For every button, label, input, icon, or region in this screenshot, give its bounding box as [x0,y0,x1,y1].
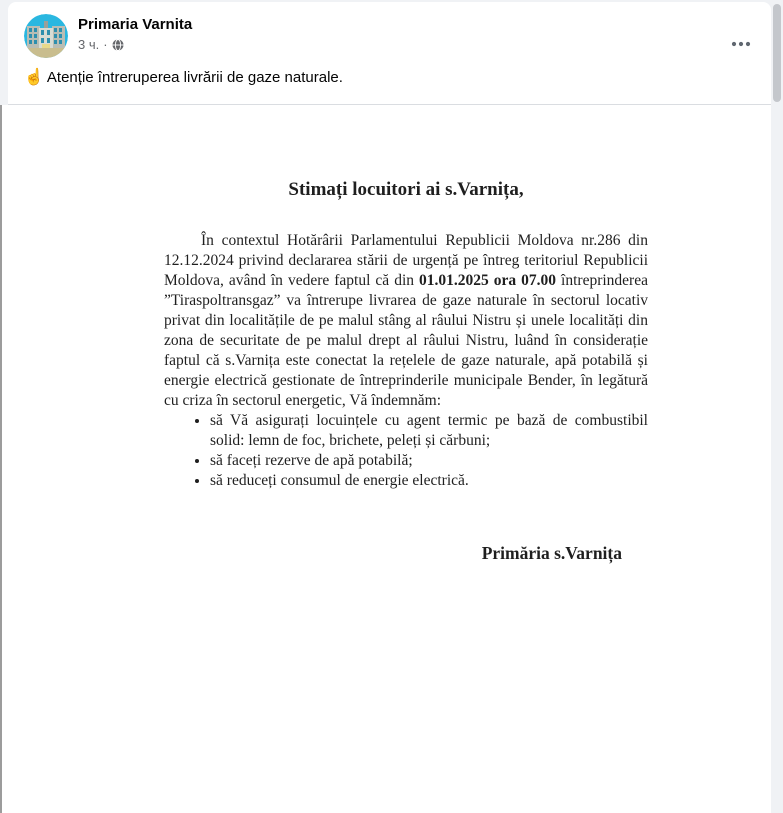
page-name-link[interactable]: Primaria Varnita [78,16,193,33]
bullet-item: • să Vă asigurați locuințele cu agent termic pe bază de combustibil solid: lemn de foc, brichete, peleți și cărbuni; [210,411,648,451]
header-texts [78,14,192,53]
globe-privacy-icon [112,39,124,51]
town-hall-building-icon [24,14,68,58]
paragraph-part2: întreprinderea ”Tiraspoltransgaz” va întrerupe livrarea de gaze naturale în sectorul locativ privat din localitățile de pe malul stâng al râului Nistru și unele localități din zona de securitate de pe malul drept al râului Nistru, luând în considerație faptul că s.Varnița este conectat la rețelele de gaze naturale, apă potabilă și energie electrică gestionate de întreprinderile municipale Bender, în legătură cu criza în sectorul energetic, Vă îndemnăm: [164,272,648,409]
meta-separator: · [103,37,108,52]
document-title: Stimați locuitori ai s.Varnița, [288,179,524,200]
post-message-text: Atenție întreruperea livrării de gaze naturale. [46,69,343,86]
scanned-document [164,105,648,564]
bullet-item: • să faceți rezerve de apă potabilă; [210,451,648,471]
post-photo[interactable] [0,105,771,813]
paragraph-part1: În contextul Hotărârii Parlamentului Republicii Moldova nr.286 din 12.12.2024 privind declararea stării de urgență pe întreg teritoriul Republicii Moldova, având în vedere faptul că din [164,232,648,289]
bullet-item: • să reduceți consumul de energie electrică. [210,471,648,491]
three-dots-icon [731,41,751,47]
document-bullet-list [164,411,648,491]
post-header-row [8,2,771,58]
post-meta [78,37,192,53]
paragraph-bold-date: 01.01.2025 ora 07.00 [419,272,557,289]
post-header-card [8,2,771,105]
document-paragraph [164,231,648,411]
pointing-up-emoji: ☝ [24,69,44,86]
timestamp-link[interactable]: 3 ч. [78,37,100,52]
scrollbar-thumb[interactable] [773,4,781,102]
page-avatar[interactable] [24,14,68,58]
scrollbar-track[interactable] [771,0,783,813]
document-signature: Primăria s.Varnița [481,543,622,563]
post-message [8,68,771,88]
more-options-button[interactable] [725,28,757,60]
